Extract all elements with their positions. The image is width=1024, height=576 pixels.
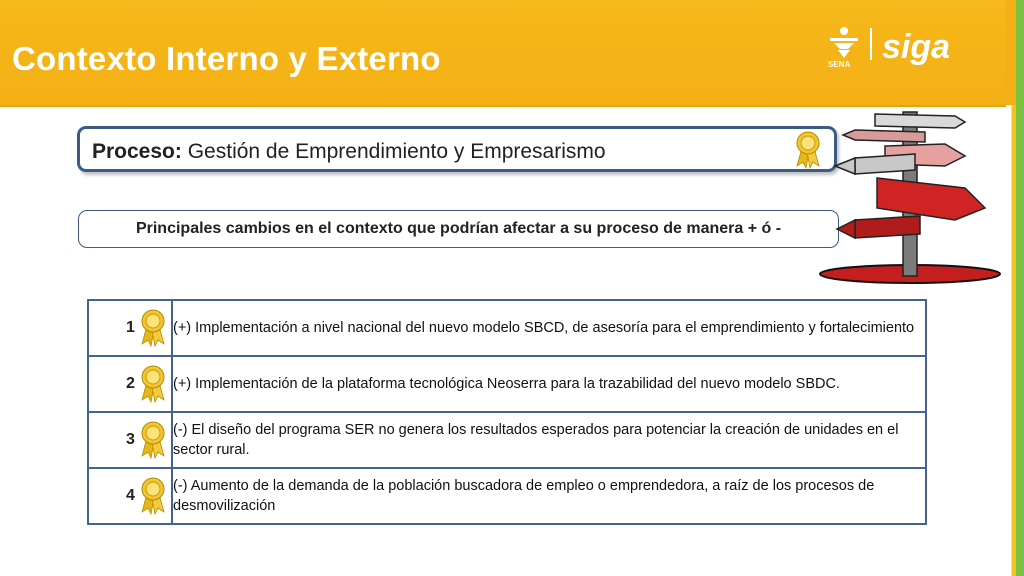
- row-number: 2: [126, 375, 135, 392]
- row-text: (+) Implementación a nivel nacional del nuevo modelo SBCD, de asesoría para el emprendimiento y fortalecimiento: [172, 300, 926, 356]
- proceso-label: Proceso:: [92, 140, 182, 163]
- row-number-cell: [88, 300, 172, 356]
- row-text: (-) Aumento de la demanda de la población buscadora de empleo o emprendedora, a raíz de los procesos de desmovilización: [172, 468, 926, 524]
- row-number-cell: [88, 468, 172, 524]
- slide-title: Contexto Interno y Externo: [12, 40, 441, 77]
- signpost-arrows-icon: [815, 108, 1005, 288]
- table-row: [88, 300, 926, 356]
- award-ribbon-icon: [138, 420, 168, 460]
- cambios-heading: Principales cambios en el contexto que podrían afectar a su proceso de manera + ó -: [135, 220, 782, 237]
- changes-table: [87, 299, 927, 525]
- sena-logo-text: SENA: [828, 60, 851, 69]
- proceso-box: [77, 126, 837, 172]
- row-number: 1: [126, 319, 135, 336]
- row-text: (+) Implementación de la plataforma tecnológica Neoserra para la trazabilidad del nuevo modelo SBDC.: [172, 356, 926, 412]
- row-number-cell: [88, 412, 172, 468]
- award-ribbon-icon: [138, 364, 168, 404]
- row-number: 3: [126, 431, 135, 448]
- header-divider: [0, 105, 1006, 107]
- sena-siga-logo: [826, 22, 976, 72]
- proceso-text: [92, 140, 606, 164]
- siga-logo-text: siga: [882, 28, 951, 66]
- right-accent-stripe-top: [1006, 0, 1024, 105]
- award-ribbon-icon: [138, 308, 168, 348]
- proceso-value: Gestión de Emprendimiento y Empresarismo: [187, 140, 606, 163]
- row-number-cell: [88, 356, 172, 412]
- cambios-heading-box: [78, 210, 839, 248]
- award-ribbon-icon: [138, 476, 168, 516]
- table-row: [88, 412, 926, 468]
- table-row: [88, 356, 926, 412]
- row-number: 4: [126, 487, 135, 504]
- row-text: (-) El diseño del programa SER no genera los resultados esperados para potenciar la creación de unidades en el sector rural.: [172, 412, 926, 468]
- table-row: [88, 468, 926, 524]
